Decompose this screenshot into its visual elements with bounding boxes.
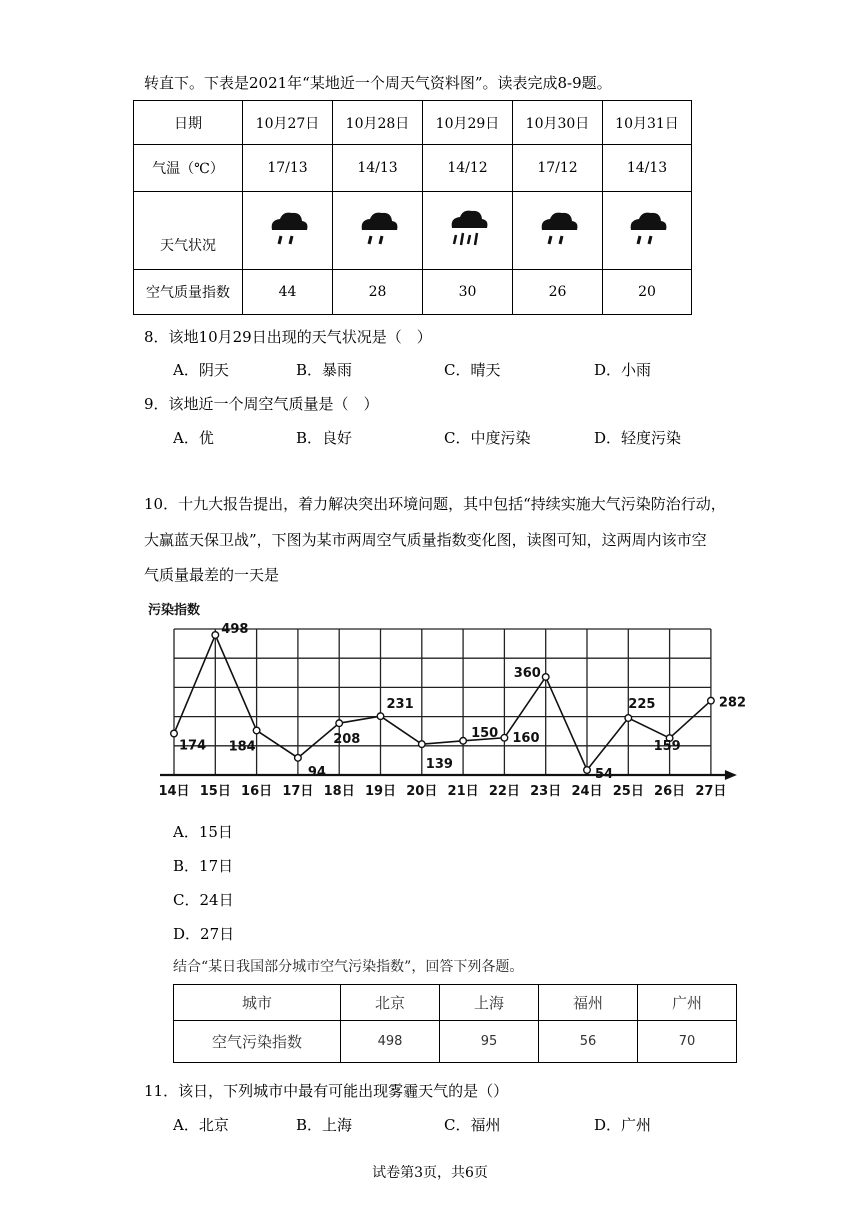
aqi-cell: 20: [603, 270, 692, 315]
city-cell: 广州: [638, 985, 737, 1021]
q10-option-b: B．17日: [173, 857, 234, 875]
pollution-value: 95: [440, 1021, 539, 1063]
q10-option-a: A．15日: [173, 823, 233, 841]
x-tick-label: 21日: [447, 784, 479, 799]
data-point: [501, 734, 508, 741]
intro-text: 转直下。下表是2021年“某地近一个周天气资料图”。读表完成8-9题。: [144, 74, 612, 92]
q11-intro: 结合“某日我国部分城市空气污染指数”，回答下列各题。: [173, 959, 524, 975]
data-label: 184: [228, 739, 256, 755]
q11-option-b: B．上海: [296, 1116, 353, 1134]
q9-stem: 9．该地近一个周空气质量是（ ）: [144, 395, 379, 413]
data-point: [171, 730, 178, 737]
data-point: [212, 632, 219, 639]
x-tick-label: 25日: [612, 784, 644, 799]
data-label: 282: [718, 695, 747, 711]
x-tick-label: 20日: [406, 784, 438, 799]
pollution-value: 56: [539, 1021, 638, 1063]
q10-line-3: 气质量最差的一天是: [144, 566, 280, 584]
date-cell: 10月31日: [603, 101, 692, 145]
light-rain-icon: [625, 208, 669, 250]
row-label-weather: 天气状况: [134, 192, 243, 270]
x-tick-label: 15日: [199, 784, 231, 799]
q8-option-a: A．阴天: [173, 361, 229, 379]
q11-option-a: A．北京: [173, 1116, 229, 1134]
aqi-cell: 26: [513, 270, 603, 315]
chart-ylabel: 污染指数: [148, 603, 201, 618]
q8-option-c: C．晴天: [444, 361, 501, 379]
x-tick-label: 19日: [364, 784, 397, 799]
x-tick-label: 14日: [158, 784, 190, 799]
q9-option-b: B．良好: [296, 429, 353, 447]
data-label: 174: [179, 738, 207, 754]
weather-cell: [243, 192, 333, 270]
data-label: 159: [653, 739, 681, 755]
q10-option-d: D．27日: [173, 925, 235, 943]
data-label: 208: [333, 732, 361, 748]
light-rain-icon: [536, 208, 580, 250]
aqi-cell: 28: [333, 270, 423, 315]
temp-cell: 14/13: [603, 145, 692, 192]
data-label: 360: [513, 665, 541, 681]
data-point: [708, 697, 715, 704]
date-cell: 10月29日: [423, 101, 513, 145]
data-label: 94: [307, 764, 326, 780]
weather-table: [133, 100, 692, 315]
light-rain-icon: [356, 208, 400, 250]
weather-cell: [333, 192, 423, 270]
data-label: 150: [471, 725, 499, 741]
data-point: [460, 738, 467, 745]
x-tick-label: 22日: [488, 784, 520, 799]
q8-option-d: D．小雨: [594, 361, 652, 379]
date-cell: 10月30日: [513, 101, 603, 145]
data-label: 225: [628, 697, 656, 713]
light-rain-icon: [266, 208, 310, 250]
data-point: [377, 713, 384, 720]
data-point: [542, 674, 549, 681]
temp-cell: 17/13: [243, 145, 333, 192]
q9-option-d: D．轻度污染: [594, 429, 682, 447]
x-tick-label: 24日: [571, 784, 603, 799]
q10-line-1: 10．十九大报告提出，着力解决突出环境问题，其中包括“持续实施大气污染防治行动，: [144, 495, 726, 513]
q9-option-c: C．中度污染: [444, 429, 531, 447]
pollution-value: 70: [638, 1021, 737, 1063]
x-axis-arrow: [725, 770, 737, 780]
data-point: [419, 741, 426, 748]
city-cell: 福州: [539, 985, 638, 1021]
row-label-date: 日期: [134, 101, 243, 145]
weather-cell: [603, 192, 692, 270]
weather-cell: [423, 192, 513, 270]
q11-option-c: C．福州: [444, 1116, 501, 1134]
city-cell: 北京: [341, 985, 440, 1021]
temp-cell: 17/12: [513, 145, 603, 192]
chart-xticks: [158, 784, 726, 799]
data-point: [295, 755, 302, 762]
aqi-cell: 44: [243, 270, 333, 315]
data-point: [625, 715, 632, 722]
date-cell: 10月27日: [243, 101, 333, 145]
q11-option-d: D．广州: [594, 1116, 652, 1134]
q8-stem: 8．该地10月29日出现的天气状况是（ ）: [144, 328, 432, 346]
x-tick-label: 18日: [323, 784, 355, 799]
city-header: 城市: [174, 985, 341, 1021]
data-point: [584, 767, 591, 774]
x-tick-label: 26日: [654, 784, 686, 799]
x-tick-label: 17日: [282, 784, 314, 799]
row-label-aqi: 空气质量指数: [134, 270, 243, 315]
pollution-row-label: 空气污染指数: [174, 1021, 341, 1063]
q8-option-b: B．暴雨: [296, 361, 353, 379]
temp-cell: 14/13: [333, 145, 423, 192]
aqi-cell: 30: [423, 270, 513, 315]
data-label: 139: [425, 757, 453, 773]
data-point: [336, 720, 343, 727]
city-cell: 上海: [440, 985, 539, 1021]
data-label: 231: [386, 697, 414, 713]
x-tick-label: 16日: [241, 784, 273, 799]
q10-line-2: 大赢蓝天保卫战”，下图为某市两周空气质量指数变化图，读图可知，这两周内该市空: [144, 531, 707, 549]
q9-option-a: A．优: [173, 429, 214, 447]
x-tick-label: 27日: [695, 784, 727, 799]
pollution-value: 498: [341, 1021, 440, 1063]
pollution-table: [173, 984, 737, 1063]
q10-option-c: C．24日: [173, 891, 234, 909]
temp-cell: 14/12: [423, 145, 513, 192]
x-tick-label: 23日: [530, 784, 562, 799]
data-point: [253, 727, 260, 734]
row-label-temp: 气温（℃）: [134, 145, 243, 192]
weather-cell: [513, 192, 603, 270]
date-cell: 10月28日: [333, 101, 423, 145]
data-label: 160: [512, 730, 540, 746]
data-label: 498: [221, 622, 249, 637]
data-label: 54: [595, 767, 614, 782]
page-footer: 试卷第3页，共6页: [372, 1165, 488, 1181]
moderate-rain-icon: [446, 208, 490, 250]
pollution-line-chart: [140, 598, 747, 803]
q11-stem: 11．该日，下列城市中最有可能出现雾霾天气的是（）: [144, 1082, 509, 1100]
